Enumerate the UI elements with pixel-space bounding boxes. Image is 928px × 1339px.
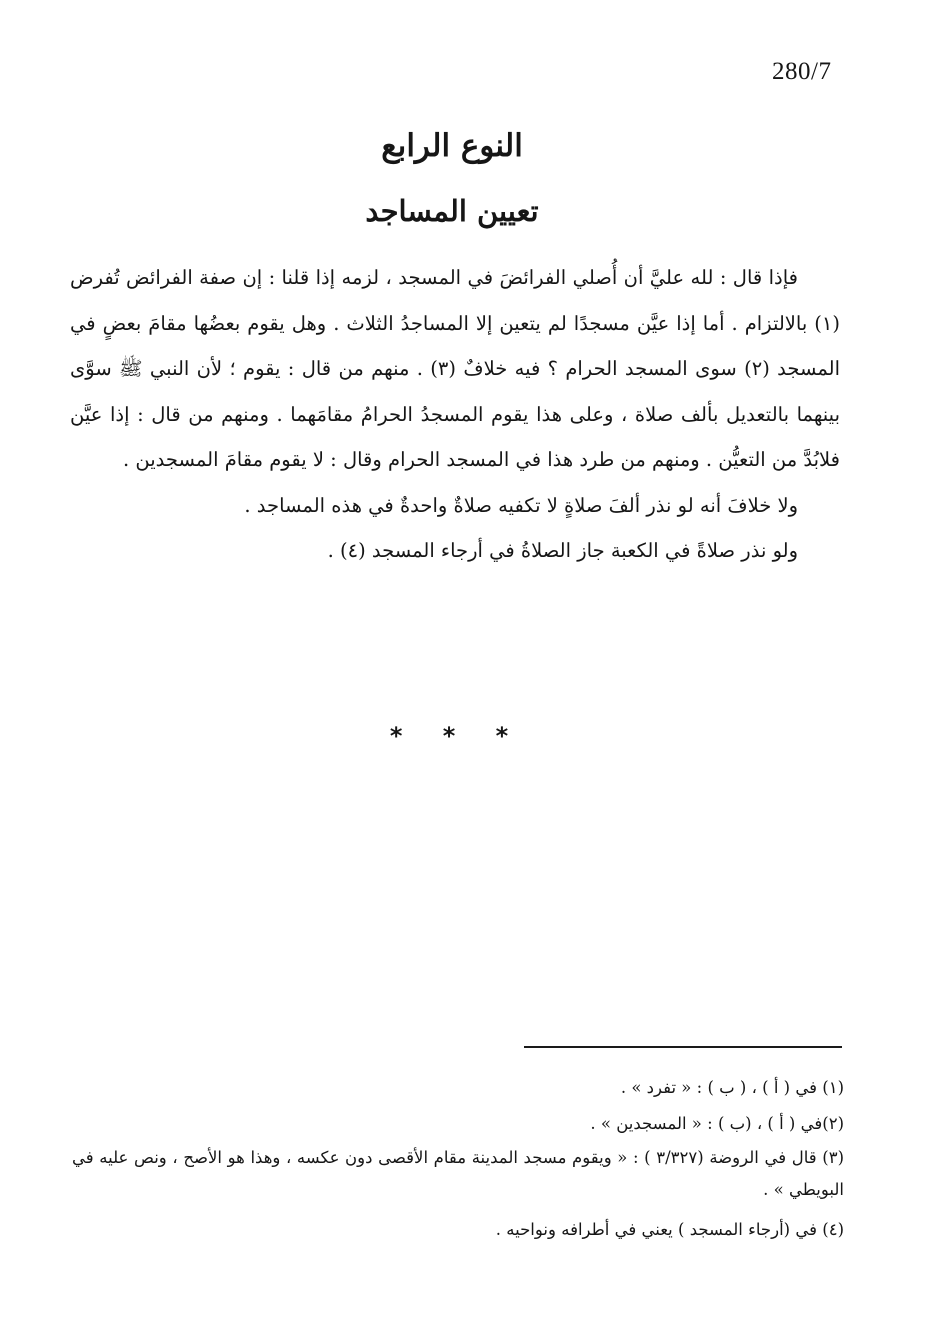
section-type-heading: النوع الرابع: [381, 128, 523, 164]
section-title-heading: تعيين المساجد: [365, 194, 539, 228]
footnote-divider: [524, 1046, 842, 1048]
main-text: [70, 255, 840, 574]
footnote-2: (٢)في ( أ ) ، (ب ) : « المسجدين » .: [590, 1114, 844, 1133]
footnote-1: (١) في ( أ ) ، ( ب ) : « تفرد » .: [620, 1078, 844, 1097]
paragraph-kaaba-prayer: ولو نذر صلاةً في الكعبة جاز الصلاةُ في أرجاء المسجد (٤) .: [327, 539, 798, 562]
page-number: 280/7: [772, 58, 832, 85]
footnote-3: (٣) قال في الروضة (٣/٣٢٧ ) : « ويقوم مسجد المدينة مقام الأقصى دون عكسه ، وهذا هو الأصح ، ونص عليه في البويطي » .: [72, 1148, 844, 1199]
footnote-4: (٤) في (أرجاء المسجد ) يعني في أطرافه ونواحيه .: [495, 1220, 844, 1239]
paragraph-thousand-prayers: ولا خلافَ أنه لو نذر ألفَ صلاةٍ لا تكفيه صلاةٌ واحدةٌ في هذه المساجد .: [244, 493, 798, 517]
section-separator: * * *: [389, 722, 525, 750]
footnotes: [72, 1070, 844, 1248]
paragraph-vow-prayer: فإذا قال : لله عليَّ أن أُصلي الفرائضَ في المسجد ، لزمه إذا قلنا : إن صفة الفرائض تُفرض (١) بالالتزام . أما إذا عيَّن مسجدًا لم يتعين إلا المساجدُ الثلاث . وهل يقوم بعضُها مقامَ بعضٍ في المسجد (٢) سوى المسجد الحرام ؟ فيه خلافٌ (٣) . منهم من قال : يقوم ؛ لأن النبي ﷺ سوَّى بينهما بالتعديل بألف صلاة ، وعلى هذا يقوم المسجدُ الحرامُ مقامَهما . ومنهم من قال : إذا عيَّن فلابُدَّ من التعيُّن . ومنهم من طرد هذا في المسجد الحرام وقال : لا يقوم مقامَ المسجدين .: [70, 266, 840, 471]
